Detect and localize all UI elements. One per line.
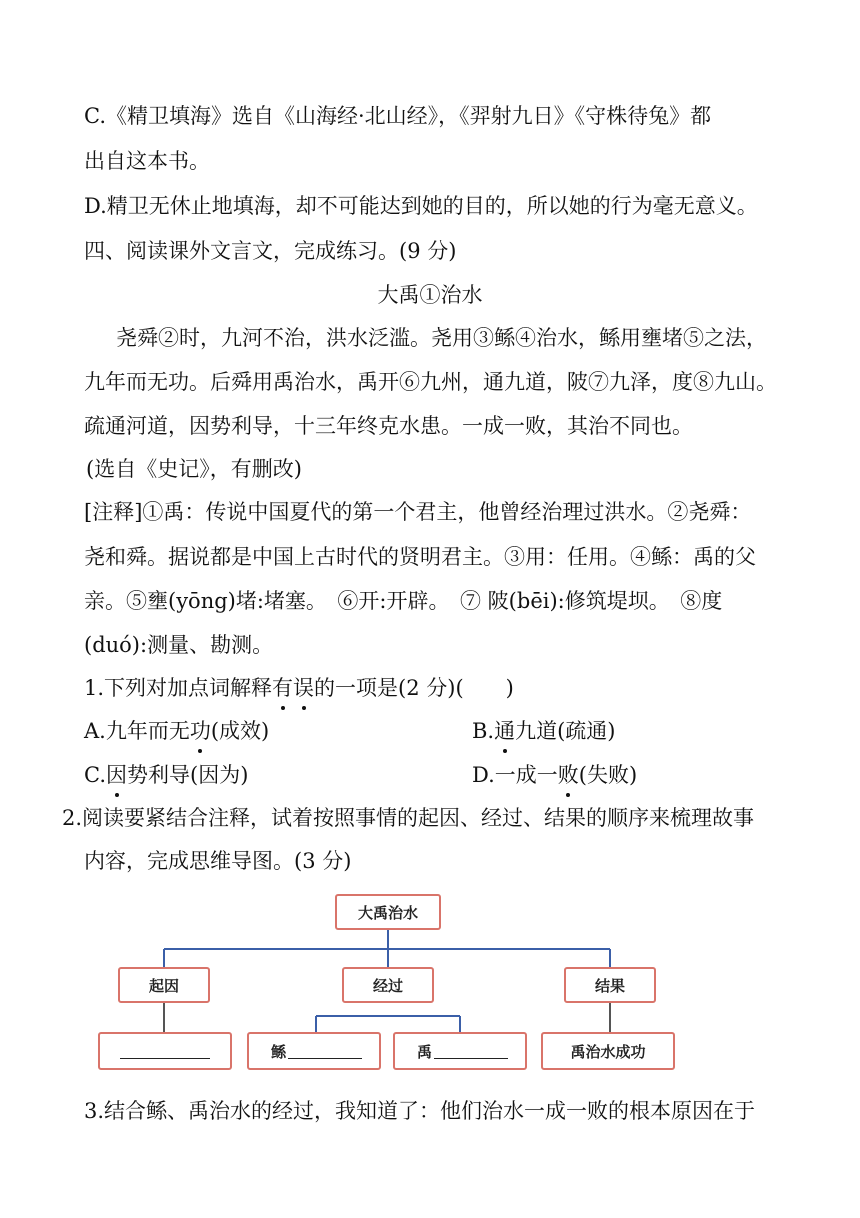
passage-source: (选自《史记》，有删改) <box>86 457 302 481</box>
yu-answer-blank[interactable] <box>434 1044 508 1059</box>
mindmap-result-leaf: 禹治水成功 <box>541 1032 675 1070</box>
q1-option-c-dotted: 因 <box>106 760 127 790</box>
passage-line-3: 疏通河道，因势利导，十三年终克水患。一成一败，其治不同也。 <box>84 414 693 438</box>
q1-option-b-dotted: 通 <box>494 716 515 746</box>
gun-answer-blank[interactable] <box>288 1044 362 1059</box>
mindmap-result: 结果 <box>564 967 656 1003</box>
option-c-line-2: 出自这本书。 <box>84 149 210 173</box>
q1-option-a-pre: A.九年而无 <box>84 719 190 743</box>
passage-line-2: 九年而无功。后舜用禹治水，禹开⑥九州，通九道，陂⑦九泽，度⑧九山。 <box>84 370 777 394</box>
yu-label: 禹 <box>417 1042 433 1061</box>
option-d-line: D.精卫无休止地填海，却不可能达到她的目的，所以她的行为毫无意义。 <box>84 194 758 218</box>
question-3-line: 3.结合鲧、禹治水的经过，我知道了：他们治水一成一败的根本原因在于 <box>84 1099 756 1123</box>
notes-line-3: 亲。⑤壅(yōng)堵:堵塞。 ⑥开:开辟。 ⑦ 陂(bēi):修筑堤坝。 ⑧度 <box>84 589 723 613</box>
q1-option-c-post: 势利导(因为) <box>127 763 249 787</box>
question-2-line-2: 内容，完成思维导图。(3 分) <box>84 849 352 873</box>
passage-line-1: 尧舜②时，九河不治，洪水泛滥。尧用③鲧④治水，鲧用壅堵⑤之法， <box>116 326 767 350</box>
notes-line-1: [注释]①禹：传说中国夏代的第一个君主，他曾经治理过洪水。②尧舜： <box>84 500 752 524</box>
mindmap-gun-leaf[interactable] <box>247 1032 381 1070</box>
mindmap-yu-leaf[interactable] <box>393 1032 527 1070</box>
q1-option-a-dotted: 功 <box>190 716 211 746</box>
gun-label: 鲧 <box>271 1042 287 1061</box>
q1-dotted-char-a: 有 <box>272 673 293 703</box>
section-four-heading: 四、阅读课外文言文，完成练习。(9 分) <box>84 239 457 263</box>
q1-option-a-post: (成效) <box>210 719 270 743</box>
mindmap-cause-blank[interactable] <box>98 1032 232 1070</box>
q1-option-d-dotted: 败 <box>558 760 579 790</box>
q1-option-b-pre: B. <box>472 719 495 743</box>
mindmap-cause: 起因 <box>118 967 210 1003</box>
q1-option-d-post: (失败) <box>578 763 638 787</box>
question-2-line-1: 2.阅读要紧结合注释，试着按照事情的起因、经过、结果的顺序来梳理故事 <box>62 806 755 830</box>
q1-option-d-pre: D.一成一 <box>472 763 558 787</box>
mindmap-root: 大禹治水 <box>335 894 441 930</box>
q1-stem-post: 的一项是(2 分)( ) <box>314 676 514 700</box>
passage-title: 大禹①治水 <box>377 283 483 307</box>
cause-answer-blank[interactable] <box>120 1044 210 1059</box>
q1-stem-pre: 1.下列对加点词解释 <box>84 676 273 700</box>
q1-option-c-pre: C. <box>84 763 106 787</box>
option-c-line-1: C.《精卫填海》选自《山海经·北山经》，《羿射九日》《守株待兔》都 <box>84 104 712 128</box>
q1-option-b-post: 九道(疏通) <box>515 719 616 743</box>
notes-line-2: 尧和舜。据说都是中国上古时代的贤明君主。③用：任用。④鲧：禹的父 <box>84 545 756 569</box>
mindmap-process: 经过 <box>342 967 434 1003</box>
notes-line-4: (duó):测量、勘测。 <box>84 633 274 657</box>
q1-dotted-char-b: 误 <box>293 673 314 703</box>
